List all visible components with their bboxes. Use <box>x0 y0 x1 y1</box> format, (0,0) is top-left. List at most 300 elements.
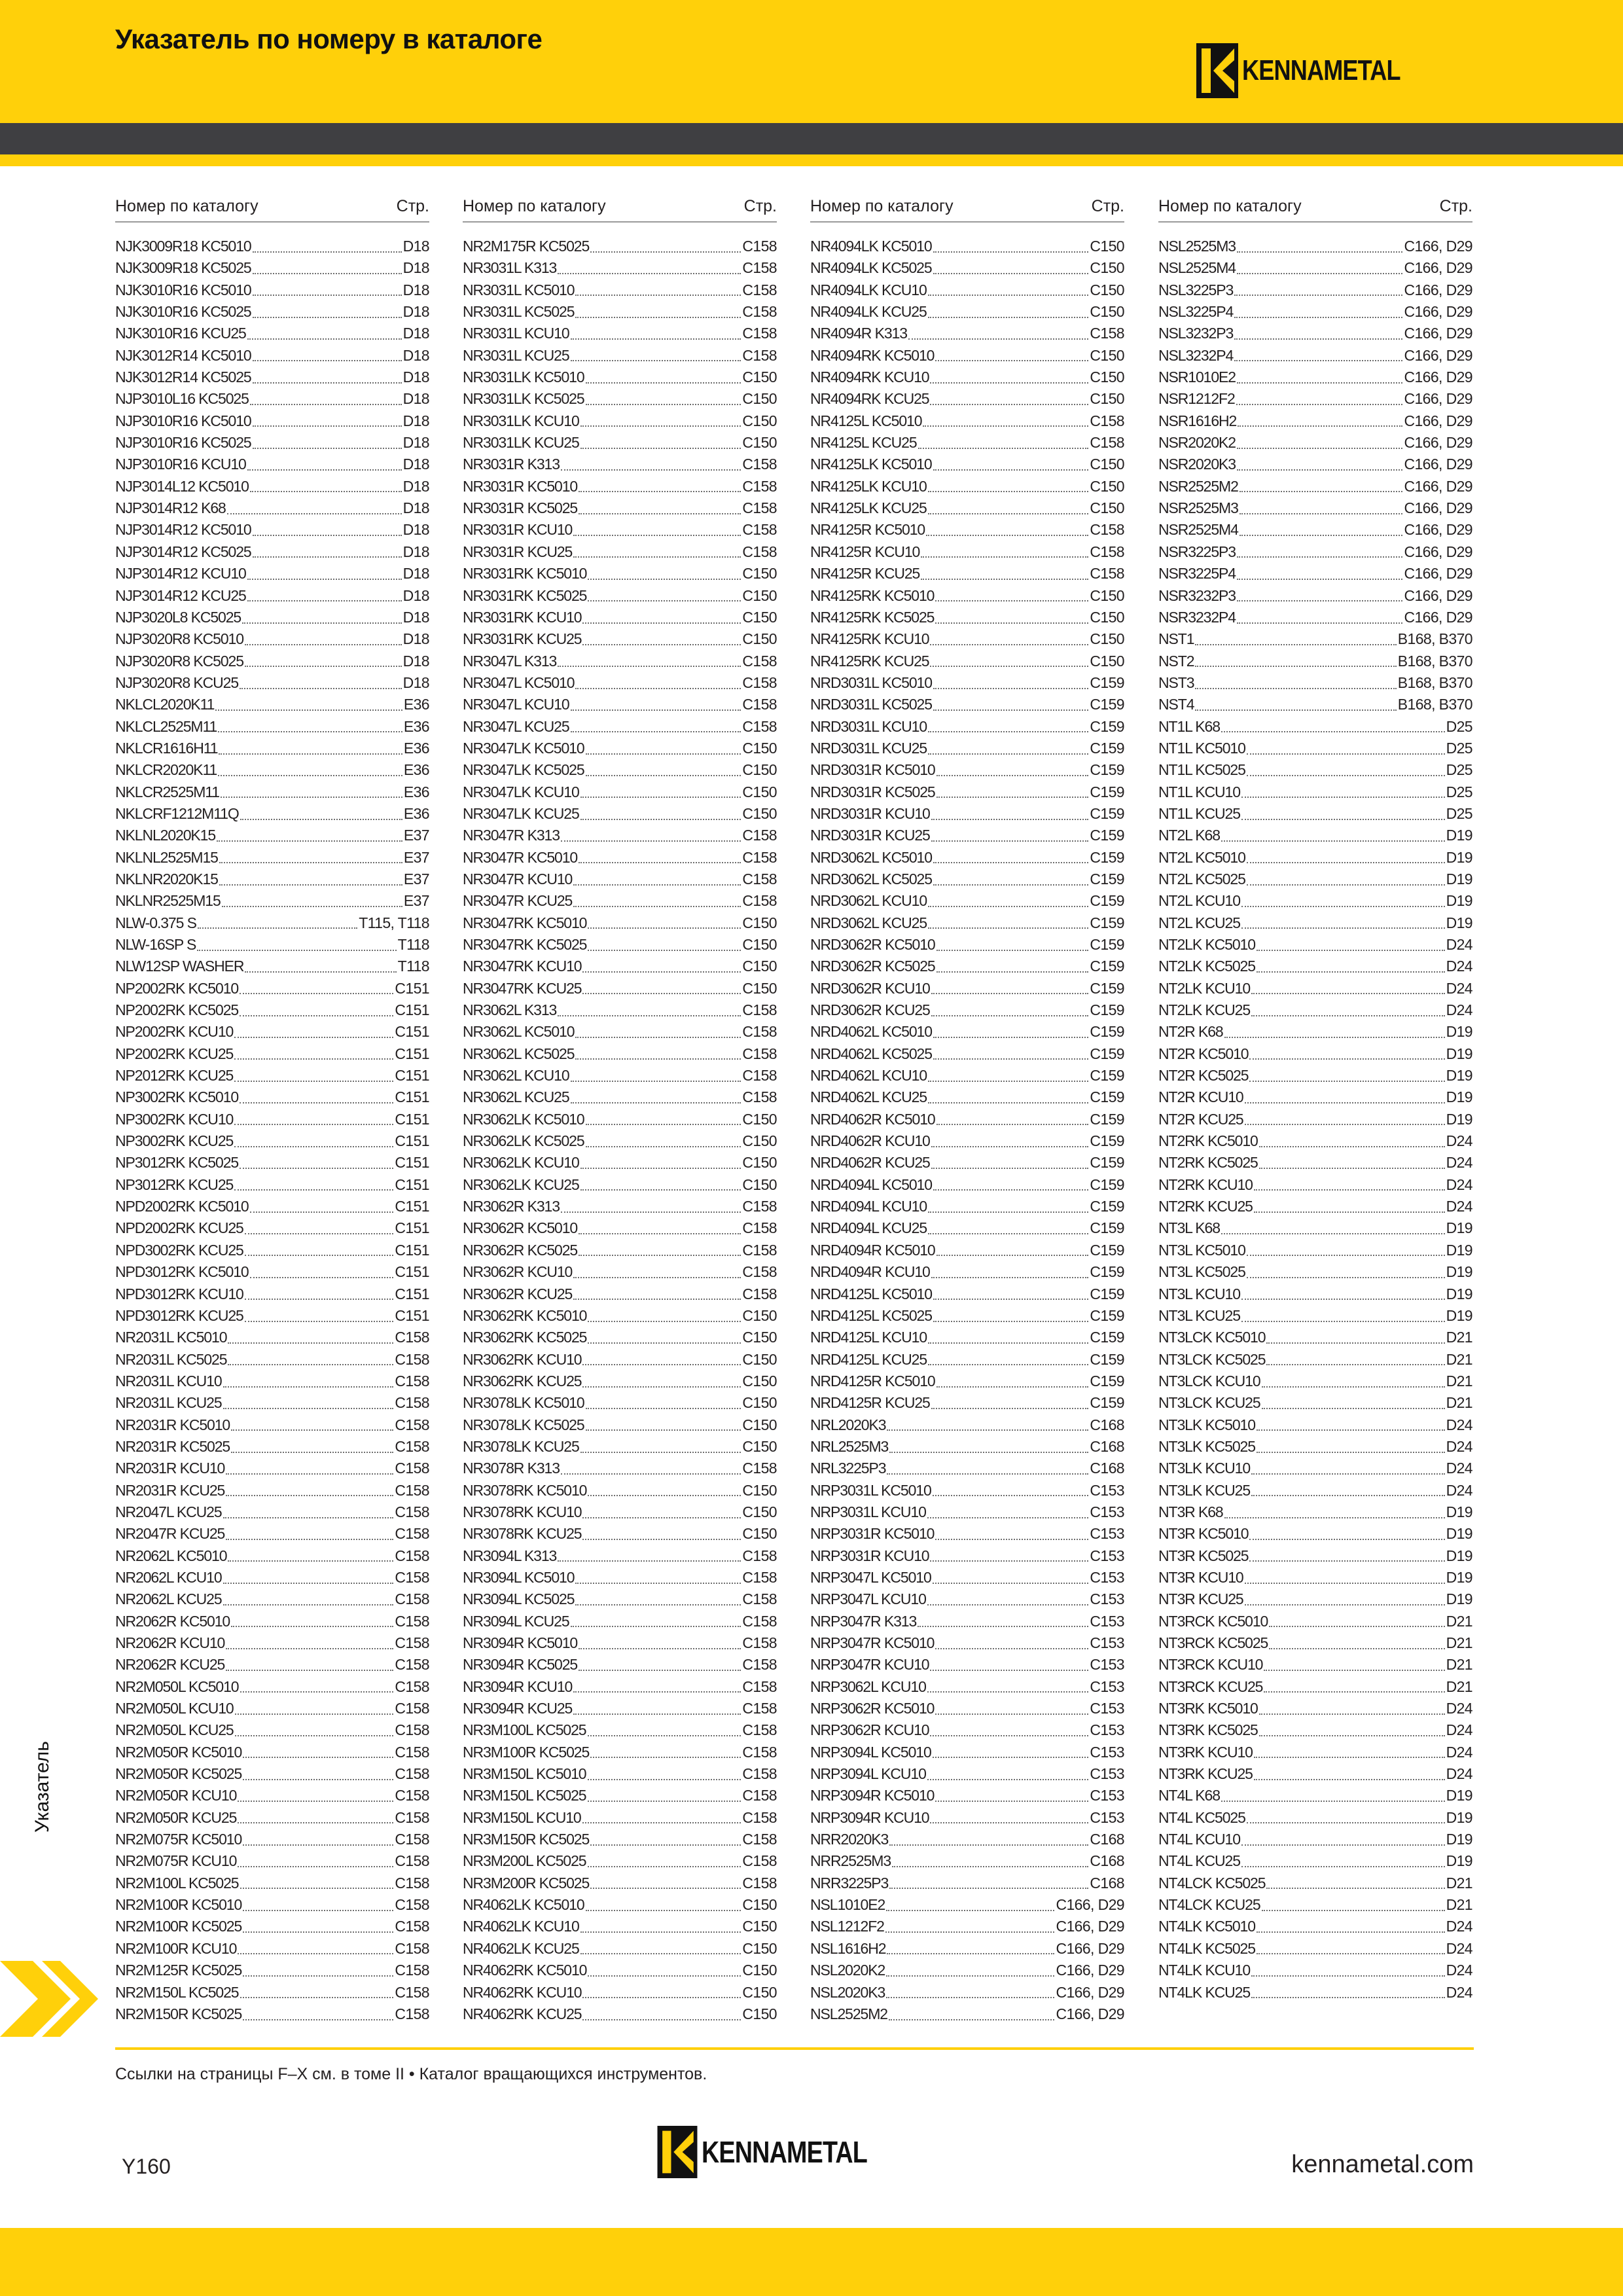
page-reference: C166, D29 <box>1404 281 1472 298</box>
page-reference: D18 <box>402 390 429 408</box>
catalog-number: NT3RCK KCU25 <box>1158 1677 1263 1695</box>
dot-leader <box>588 1775 741 1780</box>
catalog-number: NT2L K68 <box>1158 827 1220 844</box>
index-entry <box>463 738 777 759</box>
index-entry <box>810 1654 1124 1676</box>
dot-leader <box>889 1840 1088 1846</box>
dot-leader <box>575 1033 741 1038</box>
dot-leader <box>245 1251 394 1256</box>
index-entry <box>463 1545 777 1567</box>
index-entry <box>463 1829 777 1850</box>
catalog-number: NR3031RK KCU10 <box>463 608 582 626</box>
page-reference: D18 <box>402 543 429 560</box>
dot-leader <box>253 269 402 274</box>
dot-leader <box>1266 1360 1444 1365</box>
dot-leader <box>250 487 402 492</box>
catalog-number: NRD3031R KC5025 <box>810 783 935 800</box>
dot-leader <box>931 815 1089 820</box>
catalog-number: NT2LK KC5010 <box>1158 936 1255 953</box>
dot-leader <box>243 2015 393 2020</box>
dot-leader <box>1251 1011 1445 1016</box>
index-entry <box>810 1480 1124 1501</box>
catalog-number: NRD3062L KC5025 <box>810 870 932 888</box>
index-entry <box>810 1938 1124 1960</box>
catalog-number: NR3031L KC5025 <box>463 303 575 321</box>
page-reference: C158 <box>1090 434 1124 452</box>
catalog-number: NR3078RK KCU25 <box>463 1525 582 1543</box>
catalog-number: NSR3225P3 <box>1158 543 1236 560</box>
dot-leader <box>586 749 741 755</box>
dot-leader <box>1234 356 1402 361</box>
dot-leader <box>930 378 1088 384</box>
catalog-number: NR3047R KCU25 <box>463 892 573 910</box>
index-entry <box>115 345 429 367</box>
page-reference: C158 <box>1090 325 1124 342</box>
dot-leader <box>931 1164 1089 1169</box>
dot-leader <box>215 706 402 711</box>
catalog-number: NSL1212F2 <box>810 1918 884 1935</box>
dot-leader <box>1241 902 1445 907</box>
index-entry <box>115 869 429 890</box>
index-entry <box>1158 694 1472 715</box>
page-reference: C150 <box>742 1154 777 1172</box>
index-entry <box>463 1174 777 1196</box>
catalog-number: NSL2525M3 <box>1158 238 1236 255</box>
index-entry <box>463 1850 777 1872</box>
page-reference: C158 <box>742 1874 777 1892</box>
index-entry <box>115 497 429 519</box>
dot-leader <box>197 946 396 951</box>
dot-leader <box>247 334 402 340</box>
index-entry <box>115 1458 429 1479</box>
index-entry <box>810 563 1124 584</box>
dot-leader <box>226 1644 393 1649</box>
dot-leader <box>928 1098 1088 1103</box>
dot-leader <box>575 1579 741 1584</box>
dot-leader <box>590 247 741 253</box>
page-reference: D19 <box>1446 1023 1472 1041</box>
catalog-number: NR3047RK KC5025 <box>463 936 587 953</box>
page-reference: C159 <box>1090 1198 1124 1215</box>
index-entry <box>1158 476 1472 497</box>
page-reference: C158 <box>742 1677 777 1695</box>
dot-leader <box>245 1295 394 1300</box>
dot-leader <box>588 575 741 580</box>
index-entry <box>115 890 429 912</box>
dot-leader <box>231 1448 393 1453</box>
page-reference: C158 <box>742 717 777 735</box>
catalog-number: NR2M100R KCU10 <box>115 1939 237 1957</box>
page-reference: D18 <box>402 412 429 429</box>
catalog-number: NT3RK KCU25 <box>1158 1765 1253 1783</box>
index-entry <box>810 1588 1124 1610</box>
catalog-number: NRR2525M3 <box>810 1852 891 1870</box>
index-entry <box>810 1327 1124 1348</box>
page-reference: C159 <box>1090 848 1124 866</box>
catalog-number: NR4125R KCU10 <box>810 543 920 560</box>
catalog-number: NR3094R KC5010 <box>463 1634 578 1651</box>
page-reference: D19 <box>1446 1503 1472 1520</box>
index-entry <box>115 999 429 1021</box>
catalog-number: NR3047L KCU25 <box>463 717 569 735</box>
index-entry <box>810 934 1124 956</box>
catalog-number: NRD4062R KCU25 <box>810 1154 930 1172</box>
index-column-2 <box>463 191 777 2025</box>
kennametal-k-icon <box>657 2126 698 2178</box>
dot-leader <box>226 1666 393 1671</box>
section-tab-label: Указатель <box>31 1741 53 1833</box>
page-reference: C150 <box>742 761 777 779</box>
index-entry <box>1158 323 1472 344</box>
website-link[interactable]: kennametal.com <box>1291 2151 1474 2178</box>
catalog-number: NR4125LK KC5010 <box>810 456 932 473</box>
index-entry <box>810 781 1124 803</box>
catalog-number: NT3RK KC5010 <box>1158 1700 1258 1717</box>
index-entry <box>810 890 1124 912</box>
page-reference: C159 <box>1090 1219 1124 1237</box>
dot-leader <box>1195 706 1396 711</box>
index-entry <box>463 1021 777 1043</box>
index-entry <box>1158 585 1472 607</box>
page-reference: C150 <box>1090 303 1124 321</box>
page-reference: T115, T118 <box>359 914 429 931</box>
page-reference: D21 <box>1446 1350 1472 1368</box>
page-reference: C158 <box>742 499 777 517</box>
index-entry <box>463 236 777 257</box>
catalog-number: NR3062R K313 <box>463 1198 560 1215</box>
catalog-number: NR4094R K313 <box>810 325 907 342</box>
catalog-number: NR3062R KCU10 <box>463 1263 573 1281</box>
index-entry <box>115 1916 429 1937</box>
catalog-number: NR2M050R KC5025 <box>115 1765 242 1783</box>
dot-leader <box>1237 269 1402 274</box>
page-reference: C166, D29 <box>1056 1918 1124 1935</box>
page-reference: E36 <box>403 717 429 735</box>
dot-leader <box>234 1185 393 1191</box>
index-entry <box>115 1850 429 1872</box>
index-entry <box>115 1501 429 1523</box>
page-reference: C158 <box>742 1045 777 1062</box>
catalog-number: NRD3031L KCU10 <box>810 717 927 735</box>
page-reference: C150 <box>742 1939 777 1957</box>
index-entry <box>463 716 777 738</box>
page-reference: D18 <box>402 325 429 342</box>
dot-leader <box>933 269 1089 274</box>
page-reference: C166, D29 <box>1404 346 1472 364</box>
dot-leader <box>586 771 741 776</box>
catalog-number: NR3047L K313 <box>463 652 557 670</box>
index-entry <box>115 1632 429 1654</box>
page-reference: C158 <box>395 1787 429 1804</box>
page-reference: C166, D29 <box>1404 412 1472 429</box>
catalog-number: NRD3062R KCU25 <box>810 1001 930 1019</box>
catalog-number: NRP3047R K313 <box>810 1612 917 1630</box>
catalog-number: NKLNL2020K15 <box>115 827 216 844</box>
dot-leader <box>1236 400 1403 405</box>
catalog-number: NR4125RK KC5010 <box>810 586 935 604</box>
dot-leader <box>1259 1142 1445 1147</box>
dot-leader <box>571 727 741 732</box>
dot-leader <box>558 662 741 667</box>
dot-leader <box>558 1556 741 1562</box>
page-reference: E36 <box>403 696 429 713</box>
catalog-number: NJP3010R16 KC5010 <box>115 412 251 429</box>
catalog-number: NR3047RK KCU10 <box>463 958 582 975</box>
catalog-number: NT1L KCU25 <box>1158 804 1240 822</box>
page-reference: D21 <box>1446 1612 1472 1630</box>
dot-leader <box>1247 880 1445 886</box>
page-reference: D19 <box>1446 1219 1472 1237</box>
catalog-number: NT1L KCU10 <box>1158 783 1240 800</box>
index-entry <box>1158 956 1472 977</box>
dot-leader <box>935 1710 1088 1715</box>
page-reference: C158 <box>395 1394 429 1412</box>
catalog-number: NR3031LK KC5010 <box>463 368 584 386</box>
index-entry <box>1158 1043 1472 1065</box>
index-entry <box>1158 1130 1472 1152</box>
dot-leader <box>1249 1077 1444 1082</box>
catalog-number: NRD4062R KC5010 <box>810 1110 935 1128</box>
page-reference: D18 <box>402 368 429 386</box>
catalog-number: NR2031L KC5010 <box>115 1329 227 1346</box>
catalog-number: NR3062R KC5010 <box>463 1219 578 1237</box>
index-entry <box>1158 1763 1472 1785</box>
dot-leader <box>926 531 1088 536</box>
dot-leader <box>1221 836 1445 842</box>
catalog-number: NR3031RK KCU25 <box>463 630 582 648</box>
page-reference: C158 <box>742 456 777 473</box>
index-entry <box>463 1392 777 1414</box>
dot-leader <box>586 400 741 405</box>
index-entry <box>463 1501 777 1523</box>
dot-leader <box>889 2015 1054 2020</box>
dot-leader <box>228 1360 393 1365</box>
catalog-number: NSL2020K3 <box>810 1983 885 2001</box>
dot-leader <box>1247 1818 1445 1823</box>
dot-leader <box>931 1142 1089 1147</box>
catalog-number: NRP3094L KC5010 <box>810 1743 931 1761</box>
index-entry <box>115 563 429 584</box>
dot-leader <box>936 1382 1089 1388</box>
page-reference: D25 <box>1446 761 1472 779</box>
index-entry <box>810 1240 1124 1261</box>
dot-leader <box>1245 1600 1445 1605</box>
column-header-page: Стр. <box>396 197 429 215</box>
footer-band <box>0 2228 1623 2296</box>
dot-leader <box>930 1731 1088 1736</box>
page-reference: D19 <box>1446 1808 1472 1826</box>
page-reference: C153 <box>1090 1656 1124 1674</box>
page-reference: D24 <box>1446 1939 1472 1957</box>
dot-leader <box>1195 662 1396 667</box>
catalog-number: NJK3012R14 KC5010 <box>115 346 251 364</box>
dot-leader <box>1257 1928 1445 1933</box>
index-entry <box>1158 497 1472 519</box>
index-entry <box>1158 1480 1472 1501</box>
index-entry <box>810 1523 1124 1545</box>
dot-leader <box>243 1775 393 1780</box>
dot-leader <box>253 422 402 427</box>
dot-leader <box>935 1535 1088 1540</box>
index-entry <box>1158 1436 1472 1458</box>
catalog-number: NT3L KCU10 <box>1158 1285 1240 1302</box>
page-reference: D25 <box>1446 739 1472 757</box>
dot-leader <box>240 1098 393 1103</box>
catalog-number: NSR1212F2 <box>1158 390 1235 408</box>
catalog-number: NRD3031R KCU25 <box>810 827 930 844</box>
dot-leader <box>1264 1666 1444 1671</box>
catalog-number: NP3002RK KCU10 <box>115 1110 234 1128</box>
page-reference: C166, D29 <box>1056 1896 1124 1914</box>
index-entry <box>115 694 429 715</box>
catalog-number: NRD4094L KCU10 <box>810 1198 927 1215</box>
index-entry <box>1158 410 1472 432</box>
dot-leader <box>247 596 402 601</box>
catalog-number: NT4L K68 <box>1158 1787 1220 1804</box>
index-entry <box>115 1043 429 1065</box>
page-reference: C151 <box>395 1175 429 1193</box>
page-reference: C151 <box>395 1045 429 1062</box>
catalog-number: NRD4125R KCU25 <box>810 1394 930 1412</box>
dot-leader <box>1241 1862 1445 1867</box>
dot-leader <box>885 1928 1055 1933</box>
page-reference: C158 <box>395 1721 429 1739</box>
page-reference: C150 <box>742 608 777 626</box>
index-entry <box>463 1588 777 1610</box>
catalog-number: NJP3014R12 K68 <box>115 499 226 517</box>
dot-leader <box>582 1382 741 1388</box>
dot-leader <box>253 378 402 384</box>
page-reference: D24 <box>1446 1700 1472 1717</box>
page-reference: C158 <box>742 259 777 277</box>
dot-leader <box>1245 1120 1445 1125</box>
page-reference: C159 <box>1090 717 1124 735</box>
catalog-number: NR3031RK KC5025 <box>463 586 587 604</box>
catalog-number: NR2M125R KC5025 <box>115 1962 242 1979</box>
dot-leader <box>571 356 741 361</box>
page-reference: D19 <box>1446 848 1472 866</box>
dot-leader <box>247 465 402 471</box>
page-reference: C158 <box>395 1677 429 1695</box>
dot-leader <box>561 836 741 842</box>
dot-leader <box>573 1687 741 1693</box>
page-reference: C159 <box>1090 1263 1124 1281</box>
index-entry <box>463 1763 777 1785</box>
dot-leader <box>936 967 1089 973</box>
dot-leader <box>573 880 741 886</box>
index-entry <box>810 607 1124 628</box>
catalog-number: NR3062RK KCU10 <box>463 1350 582 1368</box>
dot-leader <box>234 1142 393 1147</box>
page-reference: D18 <box>402 259 429 277</box>
index-entry <box>115 454 429 475</box>
page-reference: D24 <box>1446 1983 1472 2001</box>
catalog-number: NRD4062L KC5025 <box>810 1045 932 1062</box>
dot-leader <box>1249 1556 1444 1562</box>
page-reference: C150 <box>742 1350 777 1368</box>
page-reference: C159 <box>1090 1306 1124 1324</box>
catalog-number: NP2002RK KC5025 <box>115 1001 239 1019</box>
catalog-number: NRD3031L KC5010 <box>810 673 932 691</box>
dot-leader <box>886 1971 1054 1977</box>
index-entry <box>115 607 429 628</box>
index-entry <box>810 847 1124 869</box>
dot-leader <box>933 1317 1088 1322</box>
index-entry <box>115 1829 429 1850</box>
catalog-number: NR2031R KC5025 <box>115 1437 230 1455</box>
page-reference: C158 <box>395 1329 429 1346</box>
catalog-number: NR3031R KCU25 <box>463 543 573 560</box>
catalog-number: NT3RK KCU10 <box>1158 1743 1253 1761</box>
page-reference: E36 <box>403 804 429 822</box>
dot-leader <box>889 1448 1088 1453</box>
page-reference: C166, D29 <box>1056 1939 1124 1957</box>
dot-leader <box>1257 1426 1445 1431</box>
dot-leader <box>927 1600 1089 1605</box>
index-entry <box>810 1065 1124 1086</box>
dot-leader <box>580 1949 741 1954</box>
page-reference: C159 <box>1090 673 1124 691</box>
page-reference: C150 <box>742 412 777 429</box>
catalog-number: NR4125LK KCU10 <box>810 477 927 495</box>
catalog-number: NJK3010R16 KC5010 <box>115 281 251 298</box>
index-entry <box>115 1196 429 1217</box>
dot-leader <box>245 640 402 645</box>
page-reference: C150 <box>742 1394 777 1412</box>
catalog-number: NR3094L KC5010 <box>463 1568 575 1586</box>
dot-leader <box>918 444 1089 449</box>
index-entry <box>810 738 1124 759</box>
index-entry <box>810 1109 1124 1130</box>
page-reference: T118 <box>397 936 429 953</box>
catalog-number: NR2062L KC5010 <box>115 1547 227 1564</box>
catalog-number: NSL2525M2 <box>810 2005 887 2022</box>
index-entry <box>810 1763 1124 1785</box>
page-reference: C151 <box>395 1241 429 1259</box>
catalog-number: NR3031L K313 <box>463 259 557 277</box>
dot-leader <box>240 1687 394 1693</box>
dot-leader <box>928 509 1089 514</box>
index-entry <box>463 999 777 1021</box>
dot-leader <box>238 1949 393 1954</box>
index-entry <box>115 847 429 869</box>
dot-leader <box>582 640 741 645</box>
catalog-number: NKLNR2020K15 <box>115 870 218 888</box>
dot-leader <box>928 749 1088 755</box>
page-reference: C150 <box>742 936 777 953</box>
index-entry <box>810 1676 1124 1698</box>
catalog-number: NT3LCK KC5025 <box>1158 1350 1266 1368</box>
page-reference: D18 <box>402 499 429 517</box>
page-reference: D18 <box>402 477 429 495</box>
catalog-number: NT4L KCU10 <box>1158 1831 1240 1848</box>
page-reference: C153 <box>1090 1612 1124 1630</box>
index-entry <box>463 1283 777 1305</box>
dot-leader <box>928 1229 1088 1234</box>
catalog-number: NR3062L KCU25 <box>463 1088 569 1106</box>
dot-leader <box>586 378 741 384</box>
index-entry <box>1158 847 1472 869</box>
catalog-number: NJK3012R14 KC5025 <box>115 368 251 386</box>
dot-leader <box>588 1971 741 1977</box>
page-reference: D24 <box>1446 1481 1472 1499</box>
catalog-number: NR3078LK KCU25 <box>463 1437 579 1455</box>
dot-leader <box>933 858 1088 863</box>
dot-leader <box>219 880 402 886</box>
page-reference: C158 <box>742 543 777 560</box>
page-reference: B168, B370 <box>1397 630 1472 648</box>
dot-leader <box>571 706 741 711</box>
